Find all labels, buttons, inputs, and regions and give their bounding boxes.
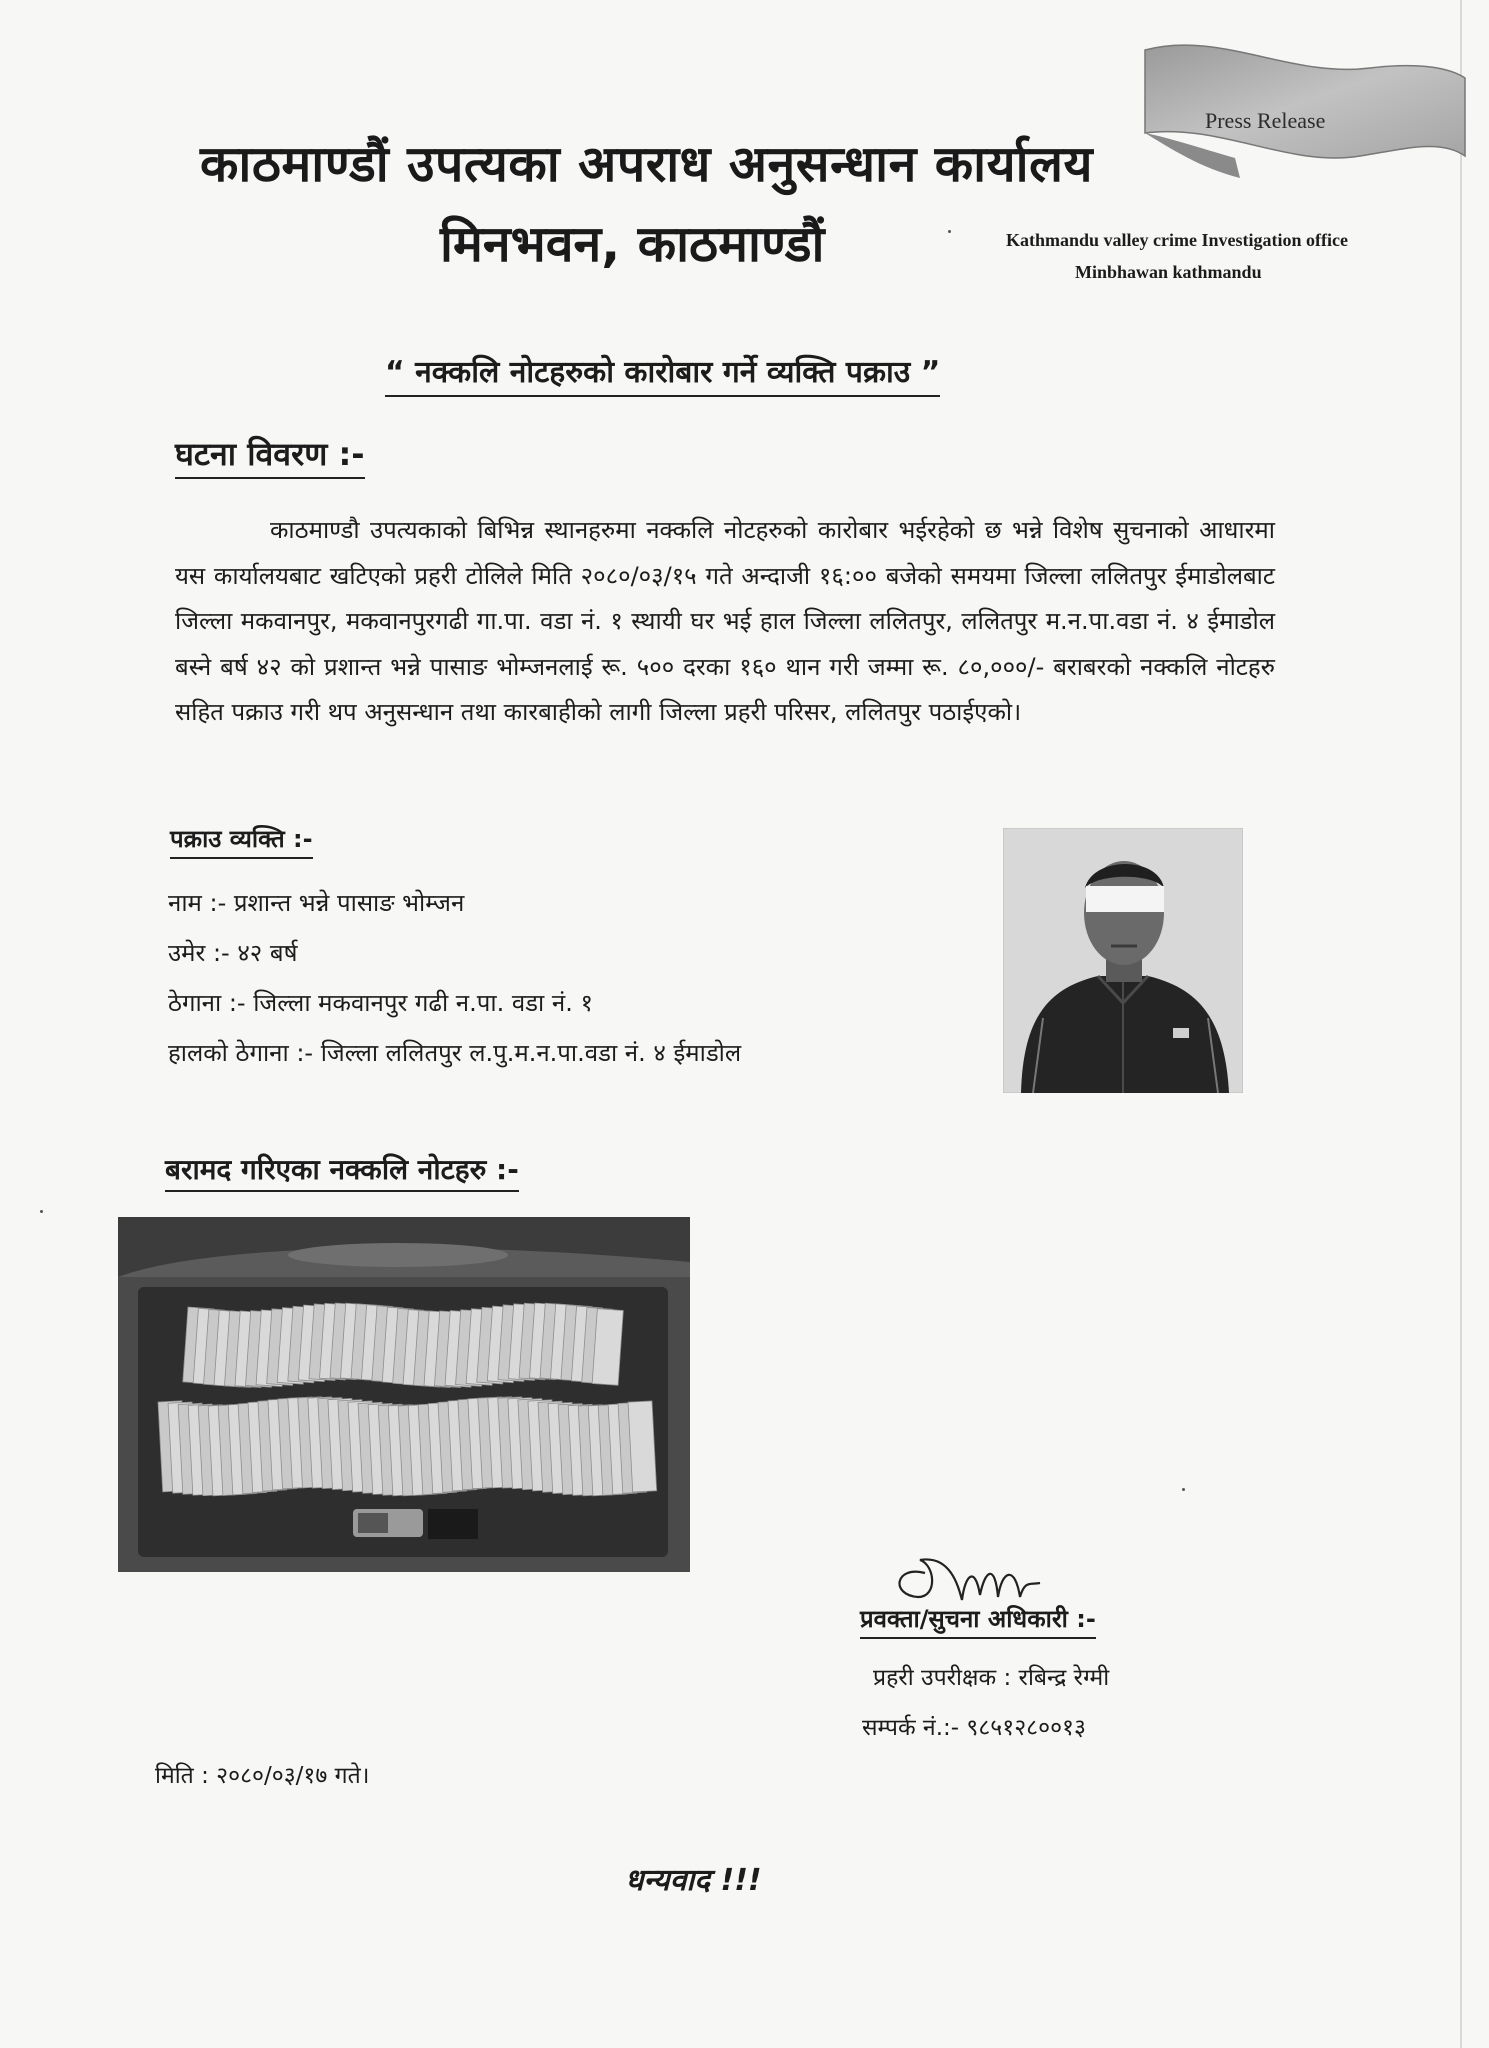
arrested-age: उमेर :- ४२ बर्ष	[168, 939, 298, 967]
arrested-current-address: हालको ठेगाना :- जिल्ला ललितपुर ल.पु.म.न.पा.वडा नं. ४ ईमाडोल	[168, 1039, 742, 1067]
release-date: मिति : २०८०/०३/१७ गते।	[155, 1763, 370, 1789]
arrested-name: नाम :- प्रशान्त भन्ने पासाङ भोम्जन	[168, 889, 465, 917]
arrested-details	[168, 878, 741, 1078]
officer-contact: सम्पर्क नं.:- ९८५१२८००१३	[862, 1715, 1086, 1741]
arrested-address: ठेगाना :- जिल्ला मकवानपुर गढी न.पा. वडा नं. १	[168, 989, 593, 1017]
officer-name: प्रहरी उपरीक्षक : रबिन्द्र रेग्मी	[873, 1665, 1110, 1691]
office-english-line1: Kathmandu valley crime Investigation office	[1006, 230, 1348, 250]
notes-photo-image	[118, 1217, 690, 1572]
arrested-section-label: पक्राउ व्यक्ति :-	[170, 822, 313, 859]
scan-speck	[1182, 1488, 1185, 1491]
binding-edge	[1460, 0, 1462, 2048]
banknote	[592, 1309, 623, 1386]
incident-description: काठमाण्डौ उपत्यकाको बिभिन्न स्थानहरुमा नक्कलि नोटहरुको कारोबार भईरहेको छ भन्ने विशेष सुचनाको आधारमा यस कार्यालयबाट खटिएको प्रहरी टोलिले मिति २०८०/०३/१५ गते अन्दाजी १६:०० बजेको समयमा जिल्ला ललितपुर ईमाडोलबाट जिल्ला मकवानपुर, मकवानपुरगढी गा.पा. वडा नं. १ स्थायी घर भई हाल जिल्ला ललितपुर, ललितपुर म.न.पा.वडा नं. ४ ईमाडोल बस्ने बर्ष ४२ को प्रशान्त भन्ने पासाङ भोम्जनलाई रू. ५०० दरका १६० थान गरी जम्मा रू. ८०,०००/- बराबरको नक्कलि नोटहरु सहित पक्राउ गरी थप अनुसन्धान तथा कारबाहीको लागी जिल्ला प्रहरी परिसर, ललितपुर पठाईएको।	[175, 516, 1275, 726]
office-english-line2: Minbhawan kathmandu	[1075, 262, 1262, 282]
recovered-notes-photo	[118, 1217, 690, 1572]
recovered-notes-label: बरामद गरिएका नक्कलि नोटहरु :-	[165, 1150, 519, 1192]
person-photo-image	[1003, 828, 1243, 1093]
spokesperson-label: प्रवक्ता/सुचना अधिकारी :-	[860, 1602, 1096, 1639]
banknote	[628, 1401, 657, 1492]
office-title-line2: मिनभवन, काठमाण्डौं	[440, 215, 825, 273]
news-headline: “ नक्कलि नोटहरुको कारोबार गर्ने व्यक्ति पक्राउ ”	[385, 350, 940, 397]
press-release-label: Press Release	[1205, 108, 1326, 133]
scan-speck	[948, 230, 951, 233]
scan-speck	[40, 1210, 43, 1213]
office-title-line1: काठमाण्डौं उपत्यका अपराध अनुसन्धान कार्यालय	[200, 135, 1093, 193]
closing-thanks: धन्यवाद !!!	[625, 1863, 762, 1898]
incident-section-label: घटना विवरण :-	[175, 432, 365, 479]
arrested-person-photo	[1003, 828, 1243, 1093]
